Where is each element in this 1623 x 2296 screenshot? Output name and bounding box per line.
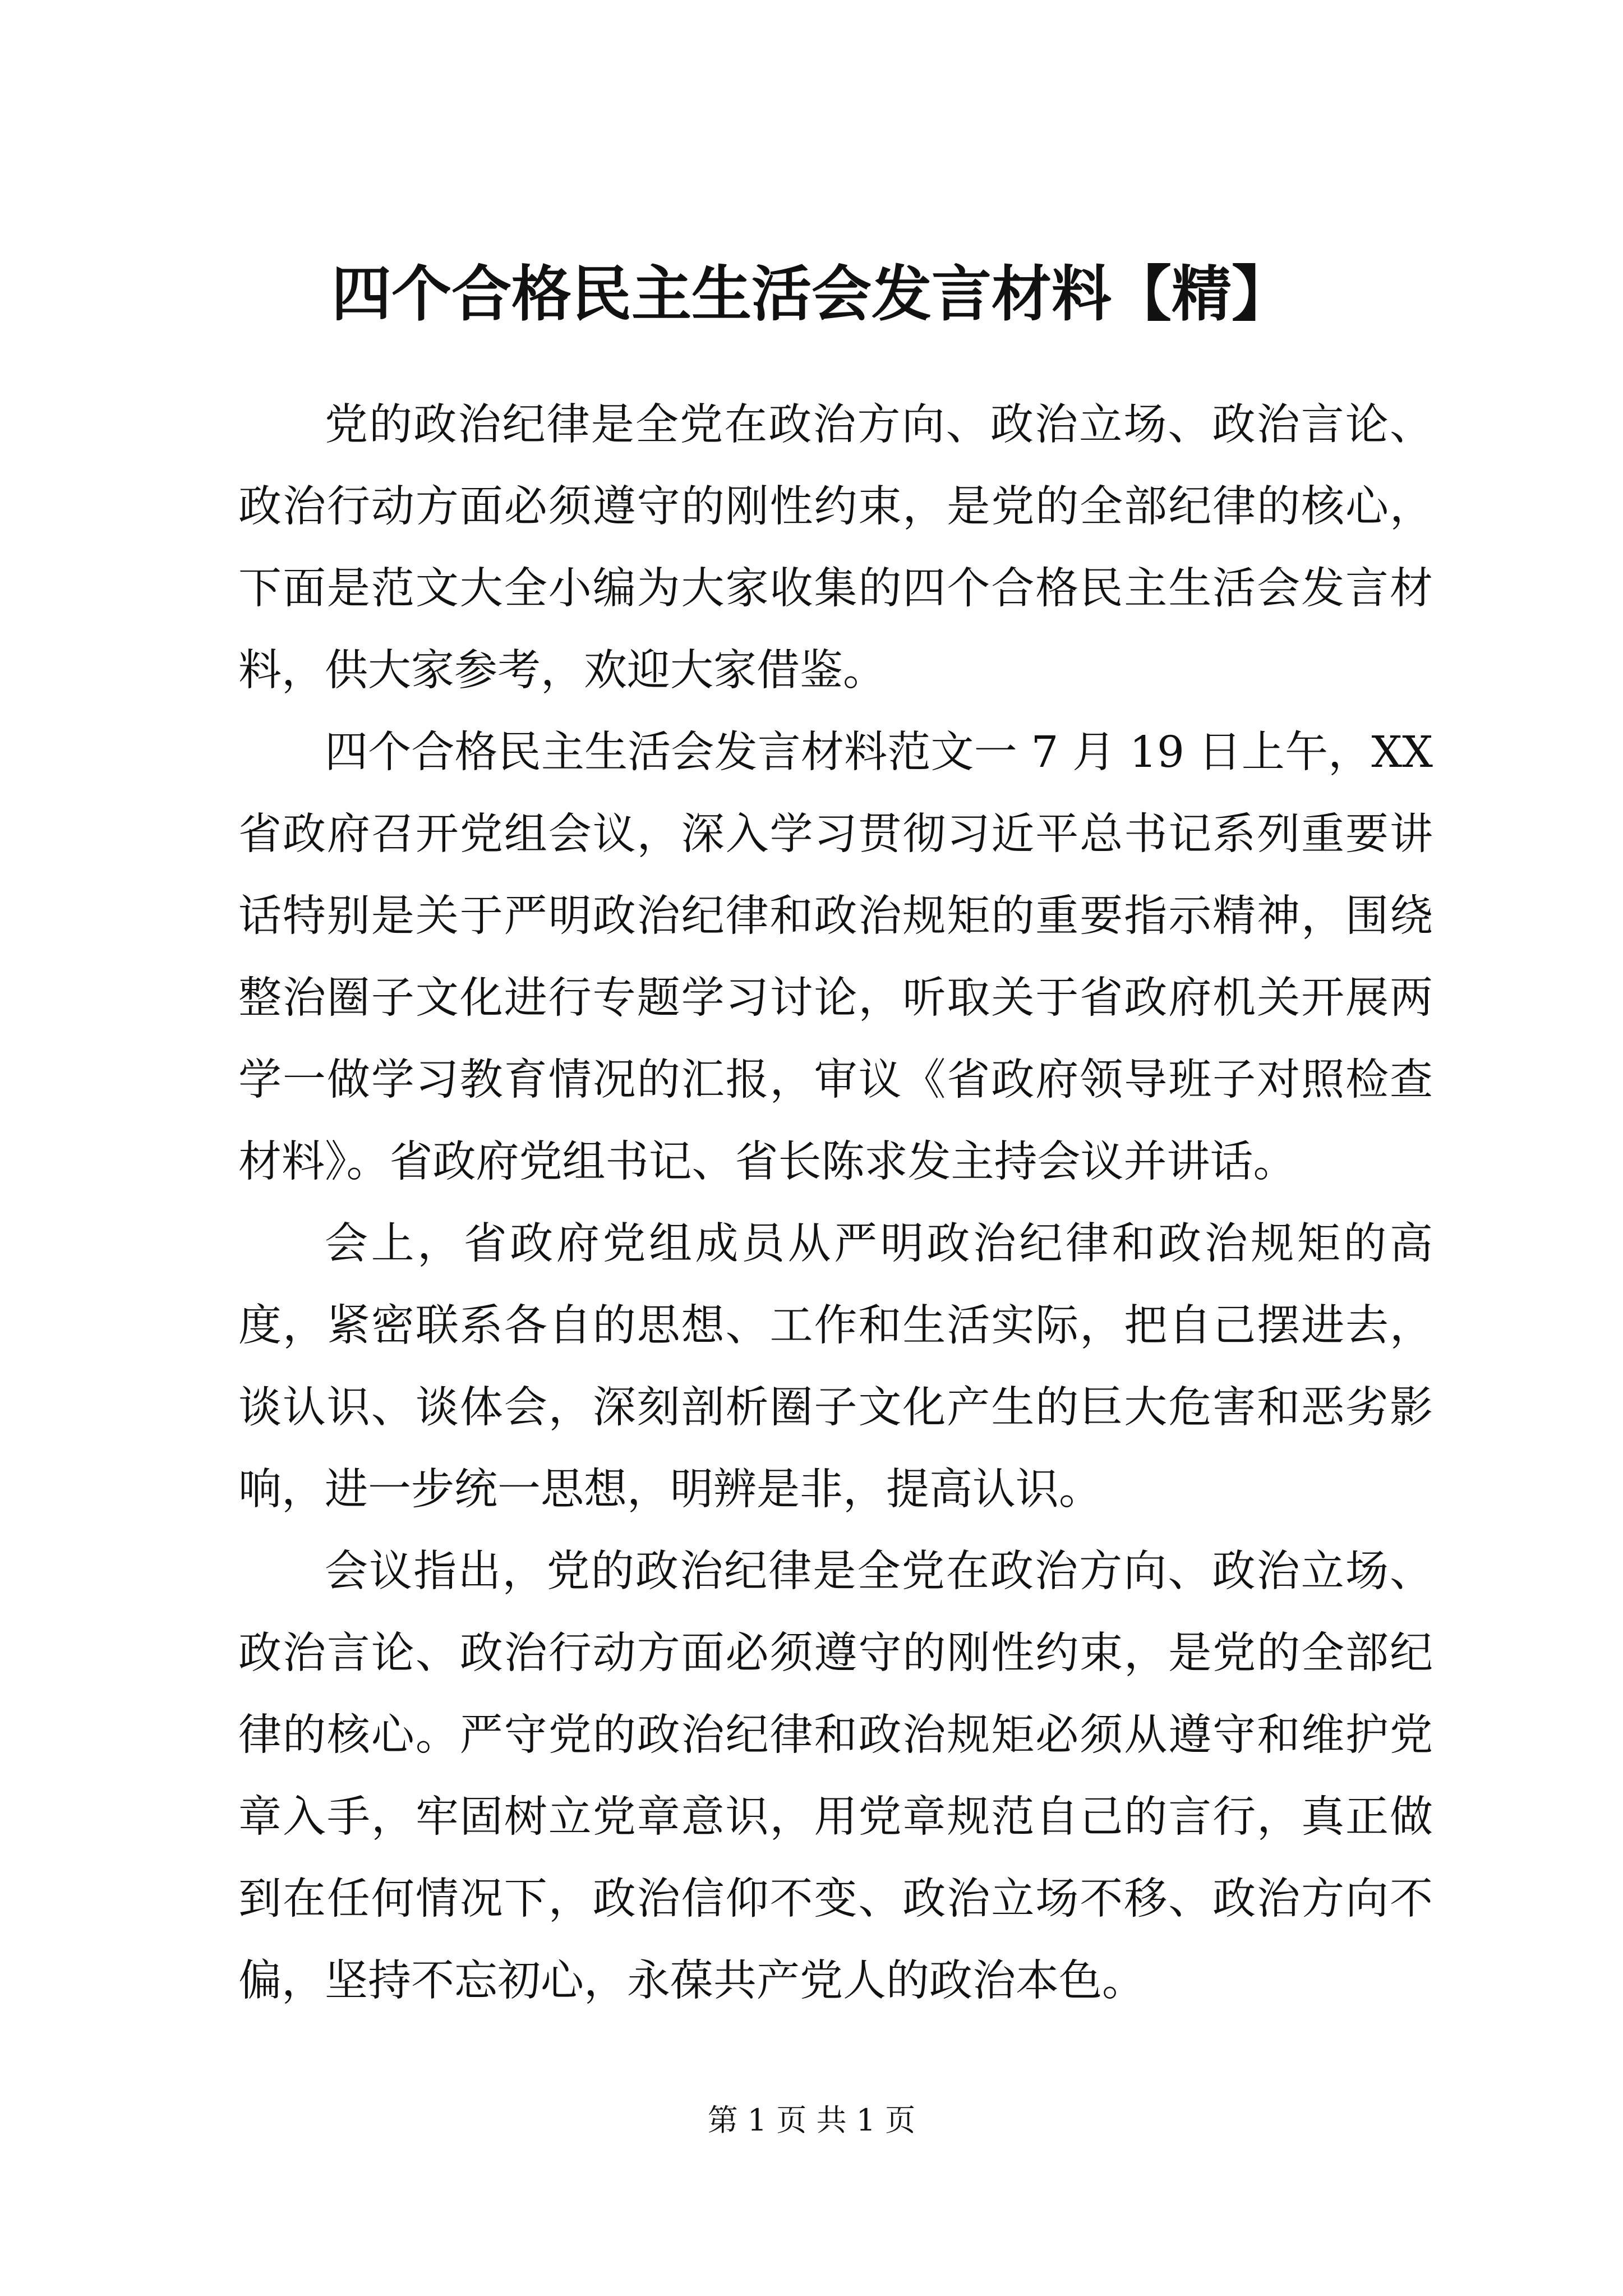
page-footer: 第 1 页 共 1 页: [707, 2102, 916, 2138]
paragraph-sample-one: 四个合格民主生活会发言材料范文一 7 月 19 日上午，XX 省政府召开党组会议，深入学习贯彻习近平总书记系列重要讲话特别是关于严明政治纪律和政治规矩的重要指示精神，围绕整治圈子文化进行专题学习讨论，听取关于省政府机关开展两学一做学习教育情况的汇报，审议《省政府领导班子对照检查材料》。省政府党组书记、省长陈求发主持会议并讲话。: [238, 728, 1433, 1187]
paragraph-meeting: 会上，省政府党组成员从严明政治纪律和政治规矩的高度，紧密联系各自的思想、工作和生活实际，把自己摆进去，谈认识、谈体会，深刻剖析圈子文化产生的巨大危害和恶劣影响，进一步统一思想，明辨是非，提高认识。: [238, 1219, 1433, 1515]
document-title: 四个合格民主生活会发言材料【精】: [331, 259, 1292, 329]
paragraph-intro: 党的政治纪律是全党在政治方向、政治立场、政治言论、政治行动方面必须遵守的刚性约束，是党的全部纪律的核心，下面是范文大全小编为大家收集的四个合格民主生活会发言材料，供大家参考，欢迎大家借鉴。: [238, 400, 1433, 696]
document-body: [238, 384, 1433, 2022]
paragraph-conclusion: 会议指出，党的政治纪律是全党在政治方向、政治立场、政治言论、政治行动方面必须遵守的刚性约束，是党的全部纪律的核心。严守党的政治纪律和政治规矩必须从遵守和维护党章入手，牢固树立党章意识，用党章规范自己的言行，真正做到在任何情况下，政治信仰不变、政治立场不移、政治方向不偏，坚持不忘初心，永葆共产党人的政治本色。: [238, 1547, 1433, 2006]
